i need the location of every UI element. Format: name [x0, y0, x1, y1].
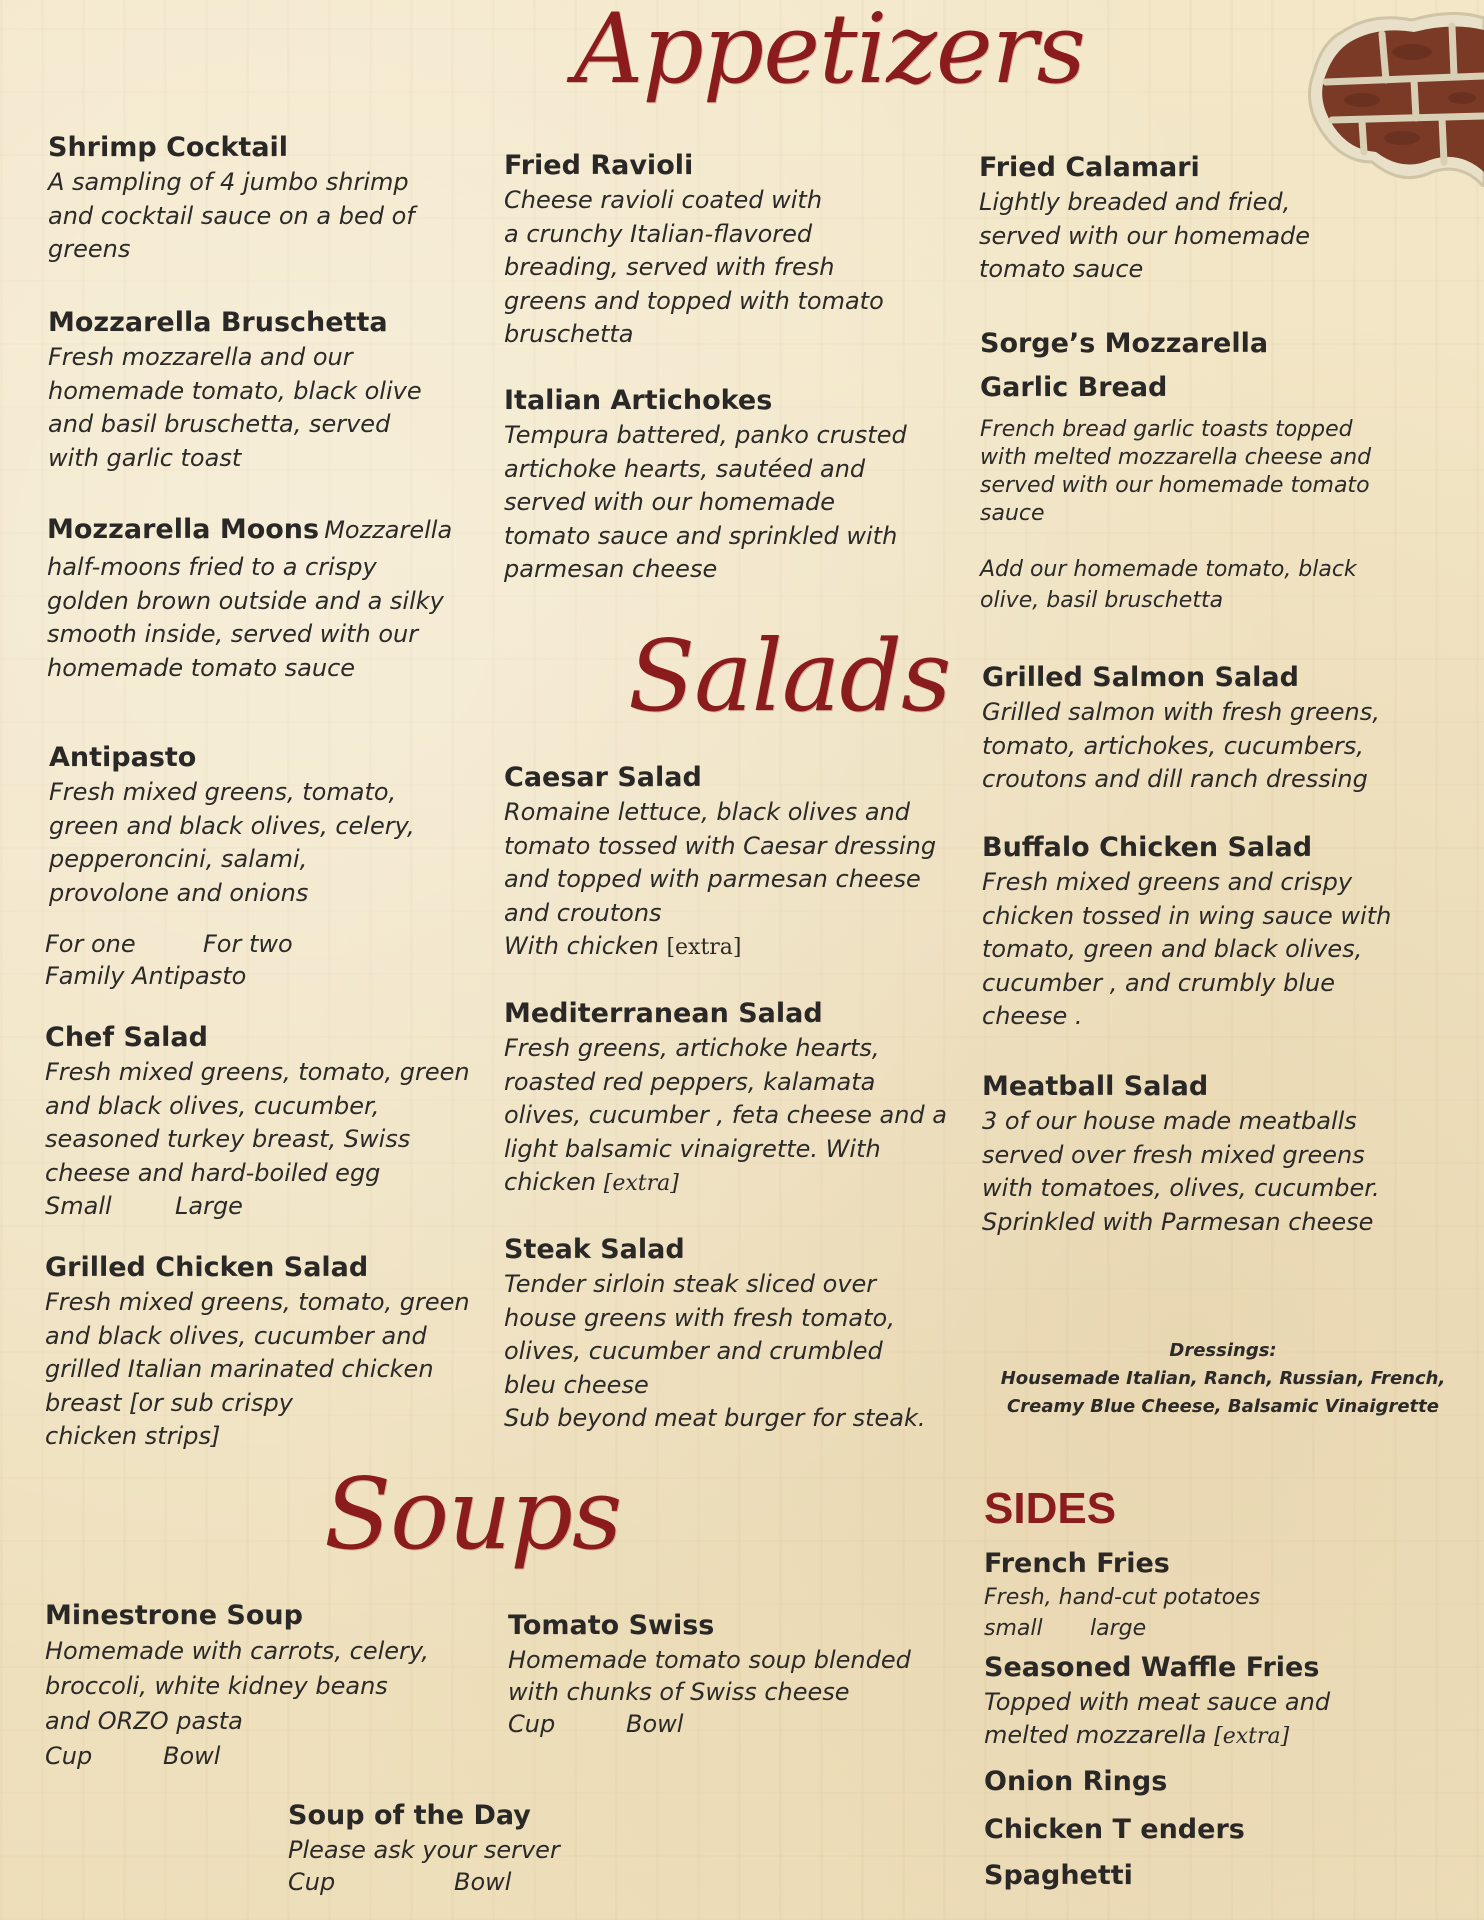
- size-options: [45, 1190, 485, 1224]
- menu-item-mozzarella-bruschetta: [48, 305, 468, 475]
- item-description-line: with chunks of Swiss cheese: [508, 1678, 850, 1706]
- soups-heading: Soups: [324, 1458, 622, 1572]
- menu-item-mozzarella-moons: [47, 512, 477, 685]
- item-name: Tomato Swiss: [508, 1610, 715, 1641]
- item-description-line: Fresh, hand-cut potatoes: [984, 1585, 1261, 1610]
- addon-line: olive, basil bruschetta: [980, 588, 1224, 613]
- side-item-spaghetti: Spaghetti: [984, 1860, 1133, 1891]
- side-item-chicken-tenders: Chicken T enders: [984, 1814, 1245, 1845]
- item-description-line: Fresh mozzarella and our: [48, 343, 353, 371]
- addon-line: Add our homemade tomato, black: [980, 557, 1357, 582]
- item-description-line: and black olives, cucumber,: [45, 1091, 380, 1120]
- item-description-line: tomato, green and black olives,: [982, 935, 1363, 963]
- size-option-small: Small: [45, 1192, 112, 1220]
- item-description-line: Topped with meat sauce and: [984, 1688, 1331, 1716]
- size-option-bowl: Bowl: [626, 1710, 684, 1738]
- item-description-line: green and black olives, celery,: [49, 811, 415, 840]
- size-option-cup: Cup: [508, 1710, 556, 1738]
- appetizers-heading: Appetizers: [574, 0, 1085, 105]
- item-description-line: cucumber , and crumbly blue: [982, 968, 1335, 997]
- side-item-waffle-fries: [984, 1650, 1444, 1753]
- item-description-line: tomato tossed with Caesar dressing: [504, 831, 937, 860]
- item-name: Mediterranean Salad: [504, 998, 823, 1029]
- item-description-line: with melted mozzarella cheese and: [980, 445, 1372, 470]
- size-option-large: large: [1090, 1616, 1147, 1641]
- item-description-line: grilled Italian marinated chicken: [45, 1355, 434, 1383]
- salads-heading: Salads: [628, 620, 951, 734]
- item-description-line: homemade tomato sauce: [47, 653, 356, 682]
- item-description-line: roasted red peppers, kalamata: [504, 1067, 876, 1096]
- item-description-line: Grilled salmon with fresh greens,: [982, 698, 1380, 726]
- item-description-line: and cocktail sauce on a bed of: [48, 201, 415, 230]
- item-description-line: croutons and dill ranch dressing: [982, 765, 1368, 793]
- item-description-line: smooth inside, served with our: [47, 620, 419, 648]
- item-description-line: bruschetta: [504, 320, 634, 348]
- item-name: Buffalo Chicken Salad: [982, 832, 1313, 863]
- item-description-line: 3 of our house made meatballs: [982, 1107, 1357, 1135]
- item-name: Italian Artichokes: [504, 385, 773, 416]
- dressings-list: [1000, 1337, 1446, 1421]
- item-description-line: and black olives, cucumber and: [45, 1321, 427, 1350]
- item-description-line: cheese .: [982, 1002, 1083, 1030]
- extra-charge-label: [extra]: [666, 935, 742, 960]
- item-description-line: Fresh greens, artichoke hearts,: [504, 1034, 880, 1062]
- item-description-line: with tomatoes, olives, cucumber.: [982, 1174, 1380, 1202]
- size-options: [508, 1708, 948, 1740]
- item-description-line: [504, 1166, 964, 1201]
- soup-item-minestrone: [45, 1598, 485, 1774]
- item-description-line: Homemade with carrots, celery,: [45, 1637, 429, 1665]
- item-description-line: tomato, artichokes, cucumbers,: [982, 731, 1364, 760]
- item-description-line: with garlic toast: [48, 443, 242, 472]
- size-options: [45, 1739, 485, 1774]
- item-description-line: olives, cucumber , feta cheese and a: [504, 1101, 947, 1129]
- item-name: Caesar Salad: [504, 762, 702, 793]
- item-description-line: and topped with parmesan cheese: [504, 865, 921, 893]
- item-name-line-2: Garlic Bread: [980, 372, 1168, 403]
- antipasto-size-options: [45, 928, 293, 962]
- dressings-line: Housemade Italian, Ranch, Russian, French,: [1000, 1368, 1446, 1389]
- item-description-line: Tender sirloin steak sliced over: [504, 1270, 877, 1298]
- size-option-for-two: For two: [203, 930, 293, 958]
- size-option-family-antipasto: Family Antipasto: [45, 962, 247, 990]
- side-item-french-fries: [984, 1546, 1444, 1644]
- menu-item-antipasto: [49, 740, 469, 910]
- with-chicken-option: [504, 930, 954, 965]
- item-description-line: greens: [48, 235, 131, 263]
- item-description-line: served with our homemade tomato: [980, 473, 1370, 498]
- menu-item-grilled-chicken-salad: [45, 1250, 485, 1454]
- item-description-line: Fresh mixed greens, tomato, green: [45, 1288, 470, 1316]
- soup-item-soup-of-the-day: [288, 1798, 728, 1898]
- size-options: [984, 1614, 1444, 1644]
- item-description-line: and ORZO pasta: [45, 1707, 243, 1735]
- item-description-line: tomato sauce: [979, 255, 1144, 283]
- dressings-title: Dressings:: [1169, 1340, 1277, 1361]
- item-description-line: house greens with fresh tomato,: [504, 1303, 895, 1332]
- item-description-line: Fresh mixed greens, tomato,: [49, 778, 397, 806]
- menu-item-italian-artichokes: [504, 383, 944, 587]
- item-description-line: and basil bruschetta, served: [48, 410, 391, 438]
- menu-item-shrimp-cocktail: [48, 130, 468, 267]
- item-description-line: chicken strips]: [45, 1422, 221, 1450]
- description-fragment: French bread garlic toasts: [980, 417, 1269, 442]
- item-description-line: cheese and hard-boiled egg: [45, 1158, 381, 1187]
- with-chicken-label: chicken: [504, 1168, 597, 1196]
- dressings-line: Creamy Blue Cheese, Balsamic Vinaigrette: [1007, 1396, 1439, 1417]
- item-description-line: broccoli, white kidney beans: [45, 1672, 388, 1700]
- menu-item-fried-calamari: [979, 150, 1379, 287]
- item-description-line: artichoke hearts, sautéed and: [504, 454, 866, 483]
- item-name: Antipasto: [49, 742, 197, 773]
- menu-item-grilled-salmon-salad: [982, 660, 1452, 797]
- item-name: Chef Salad: [45, 1022, 208, 1053]
- item-description-line: A sampling of 4 jumbo shrimp: [48, 168, 409, 196]
- size-option-cup: Cup: [45, 1742, 93, 1770]
- item-name: Fried Ravioli: [504, 150, 694, 181]
- item-name: Meatball Salad: [982, 1071, 1209, 1102]
- menu-item-buffalo-chicken-salad: [982, 830, 1452, 1034]
- item-name: Grilled Salmon Salad: [982, 662, 1299, 693]
- item-description-line: Romaine lettuce, black olives and: [504, 798, 911, 826]
- item-description-line: provolone and onions: [49, 878, 309, 907]
- item-name: Soup of the Day: [288, 1800, 531, 1831]
- side-item-onion-rings: Onion Rings: [984, 1766, 1168, 1797]
- menu-item-fried-ravioli: [504, 148, 924, 352]
- item-description-line: sauce: [980, 501, 1045, 526]
- item-name: Seasoned Waffle Fries: [984, 1652, 1320, 1683]
- size-options: [288, 1867, 728, 1898]
- item-name: Minestrone Soup: [45, 1600, 303, 1631]
- item-name: Grilled Chicken Salad: [45, 1252, 369, 1283]
- item-description-line: half-moons fried to a crispy: [47, 553, 377, 581]
- item-description-line: breading, served with fresh: [504, 253, 835, 281]
- size-option-large: Large: [175, 1192, 243, 1220]
- extra-charge-label: [extra]: [603, 1171, 679, 1196]
- item-description-line: golden brown outside and a silky: [47, 586, 444, 615]
- menu-item-steak-salad: [504, 1232, 954, 1436]
- item-description-line: [984, 1719, 1444, 1753]
- item-name: Fried Calamari: [979, 152, 1200, 183]
- item-description-line: tomato sauce and sprinkled with: [504, 521, 898, 550]
- item-description-line: Fresh mixed greens and crispy: [982, 868, 1353, 896]
- item-description-line: greens and topped with tomato: [504, 286, 884, 315]
- item-description-line: Fresh mixed greens, tomato, green: [45, 1058, 470, 1086]
- menu-item-mediterranean-salad: [504, 996, 964, 1201]
- menu-item-garlic-bread: [980, 326, 1450, 616]
- item-description-line: Homemade tomato soup blended: [508, 1646, 911, 1674]
- item-name: Steak Salad: [504, 1234, 685, 1265]
- description-fragment: melted mozzarella: [984, 1721, 1207, 1749]
- item-name: Mozzarella Moons: [47, 514, 320, 545]
- item-description-line: served with our homemade: [979, 221, 1311, 250]
- sides-heading: SIDES: [984, 1484, 1117, 1533]
- item-description-line: seasoned turkey breast, Swiss: [45, 1125, 411, 1153]
- item-description-line: chicken tossed in wing sauce with: [982, 901, 1392, 930]
- menu-item-caesar-salad: [504, 760, 954, 965]
- item-description-line: a crunchy Italian-flavored: [504, 219, 813, 248]
- item-description-line: Mozzarella: [324, 516, 453, 544]
- item-description-line: Cheese ravioli coated with: [504, 186, 823, 214]
- size-option-cup: Cup: [288, 1868, 336, 1896]
- item-name: Mozzarella Bruschetta: [48, 307, 388, 338]
- item-name: Sorge’s Mozzarella: [980, 328, 1269, 359]
- item-description-line: Sprinkled with Parmesan cheese: [982, 1207, 1374, 1236]
- size-option-bowl: Bowl: [454, 1868, 512, 1896]
- item-description-line: breast [or sub crispy: [45, 1388, 293, 1417]
- item-description-line: bleu cheese: [504, 1370, 649, 1399]
- item-description-line: Please ask your server: [288, 1836, 560, 1864]
- size-option-small: small: [984, 1616, 1043, 1641]
- item-description-line: homemade tomato, black olive: [48, 376, 422, 405]
- soup-item-tomato-swiss: [508, 1608, 948, 1740]
- item-description-line: olives, cucumber and crumbled: [504, 1337, 883, 1365]
- item-description-line: light balsamic vinaigrette. With: [504, 1134, 881, 1163]
- item-description-line: served with our homemade: [504, 488, 836, 516]
- item-description-line: and croutons: [504, 898, 662, 927]
- item-description-line: parmesan cheese: [504, 555, 718, 583]
- item-description-line: pepperoncini, salami,: [49, 845, 308, 873]
- menu-item-meatball-salad: [982, 1069, 1452, 1239]
- size-option-for-one: For one: [45, 930, 136, 958]
- size-option-bowl: Bowl: [163, 1742, 221, 1770]
- menu-item-chef-salad: [45, 1020, 485, 1224]
- item-description-line: served over fresh mixed greens: [982, 1140, 1365, 1169]
- item-name: Shrimp Cocktail: [48, 132, 289, 163]
- item-name: French Fries: [984, 1548, 1170, 1579]
- description-fragment: topped: [1275, 417, 1353, 442]
- extra-charge-label: [extra]: [1214, 1724, 1290, 1749]
- with-chicken-label: With chicken: [504, 932, 659, 960]
- item-description-line: Tempura battered, panko crusted: [504, 421, 907, 449]
- item-description-line: Sub beyond meat burger for steak.: [504, 1404, 926, 1432]
- item-description-line: [980, 416, 1450, 444]
- item-description-line: Lightly breaded and fried,: [979, 188, 1291, 216]
